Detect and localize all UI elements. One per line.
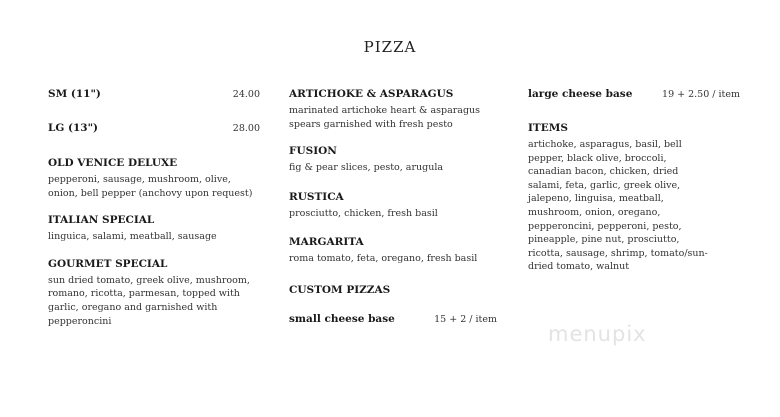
- item-name: ITALIAN SPECIAL: [48, 214, 155, 227]
- menu-column-2: [289, 88, 499, 326]
- menu-column-1: [48, 88, 260, 328]
- item-name: MARGARITA: [289, 236, 364, 249]
- item-description: sun dried tomato, greek olive, mushroom, romano, ricotta, parmesan, topped with garlic, oregano and garnished with pepperoncini: [48, 274, 250, 327]
- size-row-small: [48, 88, 260, 101]
- item-description: marinated artichoke heart & asparagus spears garnished with fresh pesto: [289, 105, 481, 130]
- menu-column-3: [528, 88, 740, 274]
- item-description: fig & pear slices, pesto, arugula: [289, 162, 444, 174]
- menu-item-gourmet-special: [48, 258, 260, 328]
- menu-title: PIZZA: [363, 38, 417, 56]
- size-row-large: [48, 122, 260, 135]
- item-description: roma tomato, feta, oregano, fresh basil: [289, 253, 478, 265]
- item-description: prosciutto, chicken, fresh basil: [289, 207, 438, 219]
- large-cheese-base-row: [528, 88, 740, 101]
- menu-item-fusion: [289, 145, 499, 175]
- menu-item-margarita: [289, 236, 499, 266]
- item-name: FUSION: [289, 145, 337, 158]
- custom-pizzas-heading: CUSTOM PIZZAS: [289, 283, 391, 296]
- small-cheese-base-row: [289, 313, 497, 326]
- menu-item-rustica: [289, 191, 499, 221]
- base-price: 19 + 2.50 / item: [662, 89, 740, 100]
- item-name: GOURMET SPECIAL: [48, 257, 168, 270]
- toppings-section: [528, 122, 740, 274]
- size-label: SM (11"): [48, 88, 101, 100]
- base-label: large cheese base: [528, 88, 633, 100]
- item-description: pepperoni, sausage, mushroom, olive, onion, bell pepper (anchovy upon request): [48, 174, 253, 199]
- menupix-watermark: menupix: [548, 322, 647, 346]
- menu-item-artichoke-asparagus: [289, 88, 499, 131]
- size-label: LG (13"): [48, 122, 99, 134]
- items-list: artichoke, asparagus, basil, bell pepper, black olive, broccoli, canadian bacon, chicken, dried salami, feta, garlic, greek olive, jalepeno, linguisa, meatball, mushroom, onion, oregano, pepperoncini, pepperoni, pesto, pineapple, pine nut, prosciutto, ricotta, sausage, shrimp, tomato/sun-dried tomato, walnut: [528, 139, 708, 273]
- item-name: OLD VENICE DELUXE: [48, 157, 178, 169]
- item-name: RUSTICA: [289, 190, 344, 203]
- base-price: 15 + 2 / item: [434, 313, 497, 325]
- menu-item-old-venice-deluxe: [48, 157, 260, 200]
- menu-item-italian-special: [48, 214, 260, 244]
- item-description: linguica, salami, meatball, sausage: [48, 231, 217, 243]
- base-label: small cheese base: [289, 312, 395, 325]
- size-price: 28.00: [232, 123, 260, 134]
- items-heading: ITEMS: [528, 122, 568, 134]
- size-price: 24.00: [232, 89, 260, 100]
- item-name: ARTICHOKE & ASPARAGUS: [289, 88, 454, 100]
